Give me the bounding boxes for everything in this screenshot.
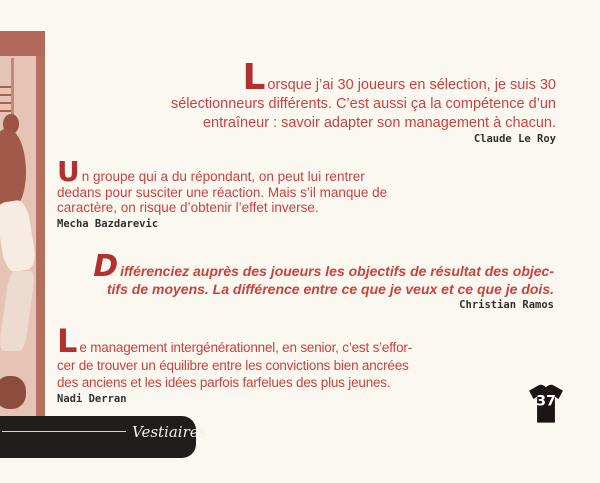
quote-author: Claude Le Roy [473,133,556,145]
quote-line: caractère, on risque d’obtenir l’effet inverse. [57,200,319,215]
photo-locker-edge [36,56,45,418]
quote-author: Nadi Derran [57,392,127,405]
magazine-brand: Vestiaires [132,423,207,441]
quote-mecha-bazdarevic [57,155,417,231]
quote-claude-le-roy [146,57,556,146]
quote-line: des anciens et les idées parfois farfelues des plus jeunes. [57,375,391,390]
locker-room-photo [0,31,45,418]
photo-top-block [0,31,45,56]
quote-text [57,155,417,216]
page-number: 37 [536,393,556,410]
quote-author: Mecha Bazdarevic [57,217,159,230]
photo-player-legs [0,271,36,351]
jersey-page-marker [527,384,565,424]
quote-line: Le management intergénérationnel, en senior, c’est s’effor- [57,322,412,360]
drop-cap: L [57,322,78,360]
quote-text [86,249,554,298]
quote-line: sélectionneurs différents. C’est aussi ça la compétence d’un [170,96,556,112]
quote-line: dedans pour susciter une réaction. Mais s’il manque de [57,184,388,200]
quote-christian-ramos [86,249,554,312]
quote-line: entraîneur : savoir adapter son management à chacun. [202,115,556,131]
photo-player-shoes [0,376,26,409]
photo-player-shirt [0,199,37,273]
quote-line: Différenciez auprès des joueurs les objectifs de résultat des objec- [93,249,554,284]
drop-cap: D [93,249,119,284]
quote-line: Lorsque j’ai 30 joueurs en sélection, je suis 30 [242,57,556,98]
photo-player-torso [0,129,26,209]
footer-rule [2,431,126,432]
quote-line: tifs de moyens. La différence entre ce que je veux et ce que je dois. [106,280,554,297]
quote-author: Christian Ramos [459,299,554,311]
quote-line: cer de trouver un équilibre entre les convictions bien ancrées [57,357,409,373]
quote-text [146,57,556,133]
quote-text [57,322,437,392]
quote-nadi-derran [57,322,437,406]
drop-cap: U [57,155,80,188]
drop-cap: L [242,57,266,98]
jersey-icon [527,384,565,424]
footer-banner [0,416,207,458]
quote-line: Un groupe qui a du répondant, on peut lui rentrer [57,155,365,188]
